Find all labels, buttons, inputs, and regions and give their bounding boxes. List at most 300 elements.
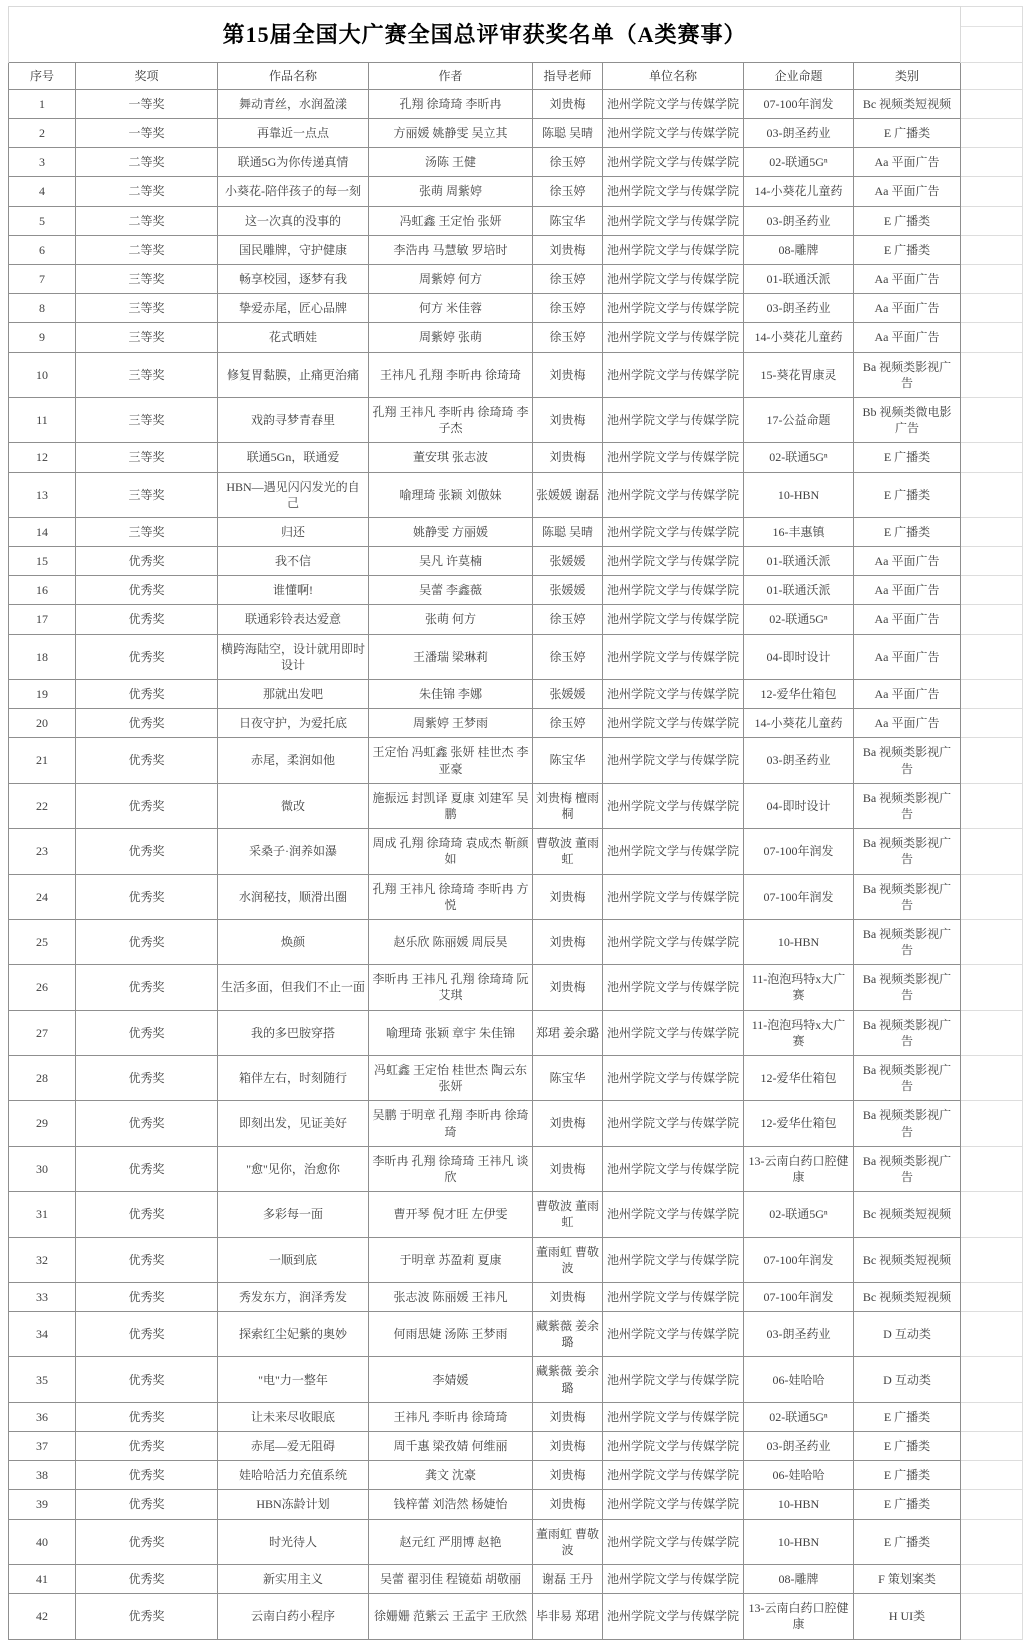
cell-category: F 策划案类 bbox=[854, 1564, 961, 1593]
cell-advisors: 徐玉婷 bbox=[533, 265, 603, 294]
cell-brief: 01-联通沃派 bbox=[744, 576, 854, 605]
cell-organization: 池州学院文学与传媒学院 bbox=[603, 235, 744, 264]
empty-gutter-cell bbox=[961, 1594, 1023, 1639]
cell-work-name: 即刻出发，见证美好 bbox=[218, 1101, 369, 1146]
cell-work-name: 日夜守护，为爱托底 bbox=[218, 709, 369, 738]
cell-organization: 池州学院文学与传媒学院 bbox=[603, 294, 744, 323]
cell-award: 二等奖 bbox=[76, 148, 218, 177]
cell-advisors: 徐玉婷 bbox=[533, 709, 603, 738]
cell-authors: 王定怡 冯虹鑫 张妍 桂世杰 李亚豪 bbox=[369, 738, 533, 783]
cell-advisors: 刘贵梅 bbox=[533, 1432, 603, 1461]
cell-award: 二等奖 bbox=[76, 177, 218, 206]
cell-award: 优秀奖 bbox=[76, 1402, 218, 1431]
cell-work-name: 秀发东方，润泽秀发 bbox=[218, 1282, 369, 1311]
cell-organization: 池州学院文学与传媒学院 bbox=[603, 1357, 744, 1402]
cell-award: 优秀奖 bbox=[76, 965, 218, 1010]
empty-gutter-cell bbox=[961, 472, 1023, 517]
cell-index: 8 bbox=[9, 294, 76, 323]
title-row bbox=[9, 7, 1023, 63]
cell-organization: 池州学院文学与传媒学院 bbox=[603, 1594, 744, 1639]
table-row bbox=[9, 1101, 1023, 1146]
cell-organization: 池州学院文学与传媒学院 bbox=[603, 634, 744, 679]
cell-index: 35 bbox=[9, 1357, 76, 1402]
cell-brief: 01-联通沃派 bbox=[744, 265, 854, 294]
empty-gutter-cell bbox=[961, 89, 1023, 118]
table-row bbox=[9, 1564, 1023, 1593]
cell-work-name: 水润秘技，顺滑出圈 bbox=[218, 874, 369, 919]
cell-organization: 池州学院文学与传媒学院 bbox=[603, 1432, 744, 1461]
cell-category: E 广播类 bbox=[854, 517, 961, 546]
cell-authors: 张志波 陈丽媛 王祎凡 bbox=[369, 1282, 533, 1311]
cell-brief: 07-100年润发 bbox=[744, 874, 854, 919]
cell-organization: 池州学院文学与传媒学院 bbox=[603, 89, 744, 118]
cell-advisors: 刘贵梅 bbox=[533, 1461, 603, 1490]
table-row bbox=[9, 680, 1023, 709]
cell-authors: 孔翔 徐琦琦 李昕冉 bbox=[369, 89, 533, 118]
cell-organization: 池州学院文学与传媒学院 bbox=[603, 177, 744, 206]
cell-authors: 喻理琦 张颖 刘傲妹 bbox=[369, 472, 533, 517]
empty-gutter-cell bbox=[961, 1192, 1023, 1237]
cell-index: 14 bbox=[9, 517, 76, 546]
cell-authors: 周紫婷 王梦雨 bbox=[369, 709, 533, 738]
cell-authors: 董安琪 张志波 bbox=[369, 443, 533, 472]
cell-work-name: 再靠近一点点 bbox=[218, 119, 369, 148]
cell-organization: 池州学院文学与传媒学院 bbox=[603, 1312, 744, 1357]
cell-advisors: 藏紫薇 姜余璐 bbox=[533, 1357, 603, 1402]
empty-gutter-cell bbox=[961, 119, 1023, 148]
cell-organization: 池州学院文学与传媒学院 bbox=[603, 1402, 744, 1431]
cell-category: Aa 平面广告 bbox=[854, 265, 961, 294]
cell-organization: 池州学院文学与传媒学院 bbox=[603, 323, 744, 352]
cell-advisors: 刘贵梅 bbox=[533, 352, 603, 397]
cell-work-name: "电"力一整年 bbox=[218, 1357, 369, 1402]
cell-award: 优秀奖 bbox=[76, 576, 218, 605]
cell-authors: 吴蕾 李鑫薇 bbox=[369, 576, 533, 605]
cell-award: 优秀奖 bbox=[76, 1357, 218, 1402]
cell-authors: 曹开琴 倪才旺 左伊雯 bbox=[369, 1192, 533, 1237]
cell-category: Aa 平面广告 bbox=[854, 294, 961, 323]
cell-authors: 吴凡 许莫楠 bbox=[369, 547, 533, 576]
cell-category: Ba 视频类影视广告 bbox=[854, 965, 961, 1010]
cell-category: E 广播类 bbox=[854, 1519, 961, 1564]
cell-brief: 03-朗圣药业 bbox=[744, 119, 854, 148]
header-row bbox=[9, 62, 1023, 89]
cell-award: 优秀奖 bbox=[76, 1594, 218, 1639]
empty-gutter-cell bbox=[961, 919, 1023, 964]
cell-category: Aa 平面广告 bbox=[854, 709, 961, 738]
cell-award: 优秀奖 bbox=[76, 547, 218, 576]
empty-gutter-cell bbox=[961, 1282, 1023, 1311]
cell-brief: 02-联通5Gⁿ bbox=[744, 1192, 854, 1237]
cell-category: Ba 视频类影视广告 bbox=[854, 874, 961, 919]
empty-gutter-cell bbox=[961, 1146, 1023, 1191]
cell-category: Bc 视频类短视频 bbox=[854, 1282, 961, 1311]
table-row bbox=[9, 1237, 1023, 1282]
table-row bbox=[9, 119, 1023, 148]
empty-gutter-cell bbox=[961, 7, 1023, 63]
cell-category: Ba 视频类影视广告 bbox=[854, 829, 961, 874]
cell-advisors: 徐玉婷 bbox=[533, 177, 603, 206]
cell-award: 优秀奖 bbox=[76, 1312, 218, 1357]
cell-category: Aa 平面广告 bbox=[854, 323, 961, 352]
cell-category: Aa 平面广告 bbox=[854, 547, 961, 576]
cell-authors: 钱梓蕾 刘浩然 杨婕怡 bbox=[369, 1490, 533, 1519]
cell-award: 优秀奖 bbox=[76, 919, 218, 964]
cell-brief: 03-朗圣药业 bbox=[744, 738, 854, 783]
cell-index: 2 bbox=[9, 119, 76, 148]
cell-work-name: 舞动青丝，水润盈漾 bbox=[218, 89, 369, 118]
table-row bbox=[9, 605, 1023, 634]
cell-work-name: 畅享校园，逐梦有我 bbox=[218, 265, 369, 294]
cell-award: 三等奖 bbox=[76, 265, 218, 294]
empty-gutter-cell bbox=[961, 352, 1023, 397]
table-row bbox=[9, 829, 1023, 874]
cell-index: 25 bbox=[9, 919, 76, 964]
cell-index: 30 bbox=[9, 1146, 76, 1191]
cell-work-name: 一顺到底 bbox=[218, 1237, 369, 1282]
cell-advisors: 曹敬波 董雨虹 bbox=[533, 1192, 603, 1237]
cell-organization: 池州学院文学与传媒学院 bbox=[603, 576, 744, 605]
cell-organization: 池州学院文学与传媒学院 bbox=[603, 443, 744, 472]
table-row bbox=[9, 1519, 1023, 1564]
cell-work-name: 挚爱赤尾，匠心品牌 bbox=[218, 294, 369, 323]
cell-brief: 01-联通沃派 bbox=[744, 547, 854, 576]
table-row bbox=[9, 1357, 1023, 1402]
cell-advisors: 张媛媛 bbox=[533, 680, 603, 709]
cell-index: 26 bbox=[9, 965, 76, 1010]
cell-authors: 冯虹鑫 王定怡 张妍 bbox=[369, 206, 533, 235]
cell-authors: 喻理琦 张颖 章宇 朱佳锦 bbox=[369, 1010, 533, 1055]
cell-brief: 03-朗圣药业 bbox=[744, 294, 854, 323]
cell-index: 12 bbox=[9, 443, 76, 472]
cell-advisors: 曹敬波 董雨虹 bbox=[533, 829, 603, 874]
table-row bbox=[9, 1146, 1023, 1191]
cell-award: 优秀奖 bbox=[76, 605, 218, 634]
page-title: 第15届全国大广赛全国总评审获奖名单（A类赛事） bbox=[9, 7, 961, 63]
cell-advisors: 刘贵梅 bbox=[533, 1146, 603, 1191]
cell-work-name: 横跨海陆空，设计就用即时设计 bbox=[218, 634, 369, 679]
empty-gutter-cell bbox=[961, 1461, 1023, 1490]
cell-index: 20 bbox=[9, 709, 76, 738]
table-row bbox=[9, 1432, 1023, 1461]
cell-advisors: 张媛媛 bbox=[533, 547, 603, 576]
cell-advisors: 陈聪 吴晴 bbox=[533, 517, 603, 546]
cell-index: 34 bbox=[9, 1312, 76, 1357]
table-row bbox=[9, 1192, 1023, 1237]
cell-authors: 王祎凡 孔翔 李昕冉 徐琦琦 bbox=[369, 352, 533, 397]
table-row bbox=[9, 206, 1023, 235]
cell-authors: 汤陈 王健 bbox=[369, 148, 533, 177]
cell-award: 优秀奖 bbox=[76, 783, 218, 828]
empty-gutter-cell bbox=[961, 235, 1023, 264]
empty-gutter-cell bbox=[961, 1402, 1023, 1431]
cell-brief: 14-小葵花儿童药 bbox=[744, 323, 854, 352]
table-row bbox=[9, 1594, 1023, 1639]
cell-authors: 周成 孔翔 徐琦琦 袁成杰 靳颜如 bbox=[369, 829, 533, 874]
cell-award: 优秀奖 bbox=[76, 1564, 218, 1593]
cell-advisors: 董雨虹 曹敬波 bbox=[533, 1519, 603, 1564]
cell-award: 优秀奖 bbox=[76, 1432, 218, 1461]
cell-work-name: HBN—遇见闪闪发光的自己 bbox=[218, 472, 369, 517]
empty-gutter-cell bbox=[961, 680, 1023, 709]
empty-gutter-cell bbox=[961, 323, 1023, 352]
cell-authors: 徐姗姗 范紫云 王孟宇 王欣然 bbox=[369, 1594, 533, 1639]
cell-index: 19 bbox=[9, 680, 76, 709]
cell-index: 21 bbox=[9, 738, 76, 783]
cell-category: Ba 视频类影视广告 bbox=[854, 1101, 961, 1146]
cell-authors: 龚文 沈豪 bbox=[369, 1461, 533, 1490]
cell-work-name: 小葵花-陪伴孩子的每一刻 bbox=[218, 177, 369, 206]
cell-brief: 03-朗圣药业 bbox=[744, 1312, 854, 1357]
cell-authors: 冯虹鑫 王定怡 桂世杰 陶云东 张妍 bbox=[369, 1056, 533, 1101]
empty-gutter-cell bbox=[961, 1056, 1023, 1101]
cell-authors: 周紫婷 何方 bbox=[369, 265, 533, 294]
cell-brief: 02-联通5Gⁿ bbox=[744, 443, 854, 472]
cell-advisors: 谢磊 王丹 bbox=[533, 1564, 603, 1593]
empty-gutter-cell bbox=[961, 294, 1023, 323]
cell-brief: 08-雕牌 bbox=[744, 1564, 854, 1593]
cell-work-name: 让未来尽收眼底 bbox=[218, 1402, 369, 1431]
table-row bbox=[9, 148, 1023, 177]
cell-index: 22 bbox=[9, 783, 76, 828]
cell-advisors: 徐玉婷 bbox=[533, 148, 603, 177]
cell-authors: 周紫婷 张萌 bbox=[369, 323, 533, 352]
empty-gutter-cell bbox=[961, 783, 1023, 828]
cell-authors: 何方 米佳蓉 bbox=[369, 294, 533, 323]
table-row bbox=[9, 235, 1023, 264]
cell-organization: 池州学院文学与传媒学院 bbox=[603, 680, 744, 709]
col-header-advisor: 指导老师 bbox=[533, 62, 603, 89]
cell-advisors: 徐玉婷 bbox=[533, 323, 603, 352]
cell-index: 32 bbox=[9, 1237, 76, 1282]
cell-index: 27 bbox=[9, 1010, 76, 1055]
cell-advisors: 刘贵梅 bbox=[533, 965, 603, 1010]
cell-authors: 吴鹏 于明章 孔翔 李昕冉 徐琦琦 bbox=[369, 1101, 533, 1146]
cell-advisors: 毕非易 郑珺 bbox=[533, 1594, 603, 1639]
table-row bbox=[9, 965, 1023, 1010]
cell-advisors: 刘贵梅 bbox=[533, 1101, 603, 1146]
cell-index: 28 bbox=[9, 1056, 76, 1101]
cell-category: E 广播类 bbox=[854, 443, 961, 472]
cell-award: 优秀奖 bbox=[76, 1056, 218, 1101]
cell-category: Ba 视频类影视广告 bbox=[854, 1010, 961, 1055]
cell-index: 9 bbox=[9, 323, 76, 352]
cell-advisors: 刘贵梅 bbox=[533, 89, 603, 118]
cell-award: 三等奖 bbox=[76, 472, 218, 517]
cell-brief: 14-小葵花儿童药 bbox=[744, 177, 854, 206]
col-header-category: 类别 bbox=[854, 62, 961, 89]
cell-award: 优秀奖 bbox=[76, 1237, 218, 1282]
cell-advisors: 刘贵梅 檀雨桐 bbox=[533, 783, 603, 828]
empty-gutter-cell bbox=[961, 206, 1023, 235]
cell-award: 三等奖 bbox=[76, 323, 218, 352]
cell-category: E 广播类 bbox=[854, 472, 961, 517]
cell-organization: 池州学院文学与传媒学院 bbox=[603, 1519, 744, 1564]
cell-authors: 施振远 封凯译 夏康 刘建军 吴鹏 bbox=[369, 783, 533, 828]
cell-work-name: 我的多巴胺穿搭 bbox=[218, 1010, 369, 1055]
empty-gutter-cell bbox=[961, 547, 1023, 576]
empty-gutter-cell bbox=[961, 738, 1023, 783]
cell-work-name: 联通5Gn，联通爱 bbox=[218, 443, 369, 472]
cell-brief: 10-HBN bbox=[744, 472, 854, 517]
cell-work-name: 我不信 bbox=[218, 547, 369, 576]
cell-work-name: 归还 bbox=[218, 517, 369, 546]
cell-index: 37 bbox=[9, 1432, 76, 1461]
cell-work-name: 联通彩铃表达爱意 bbox=[218, 605, 369, 634]
cell-organization: 池州学院文学与传媒学院 bbox=[603, 783, 744, 828]
col-header-author: 作者 bbox=[369, 62, 533, 89]
cell-index: 3 bbox=[9, 148, 76, 177]
cell-advisors: 徐玉婷 bbox=[533, 634, 603, 679]
cell-advisors: 刘贵梅 bbox=[533, 919, 603, 964]
cell-organization: 池州学院文学与传媒学院 bbox=[603, 1056, 744, 1101]
cell-category: E 广播类 bbox=[854, 119, 961, 148]
cell-authors: 张萌 周紫婷 bbox=[369, 177, 533, 206]
cell-index: 16 bbox=[9, 576, 76, 605]
cell-award: 三等奖 bbox=[76, 397, 218, 442]
cell-award: 优秀奖 bbox=[76, 1461, 218, 1490]
empty-gutter-cell bbox=[961, 709, 1023, 738]
cell-index: 6 bbox=[9, 235, 76, 264]
empty-gutter-cell bbox=[961, 1490, 1023, 1519]
table-row bbox=[9, 709, 1023, 738]
cell-index: 36 bbox=[9, 1402, 76, 1431]
cell-category: E 广播类 bbox=[854, 1432, 961, 1461]
cell-organization: 池州学院文学与传媒学院 bbox=[603, 874, 744, 919]
cell-brief: 15-葵花胃康灵 bbox=[744, 352, 854, 397]
table-row bbox=[9, 397, 1023, 442]
table-row bbox=[9, 1461, 1023, 1490]
empty-gutter-cell bbox=[961, 1432, 1023, 1461]
cell-brief: 07-100年润发 bbox=[744, 1282, 854, 1311]
cell-work-name: 花式晒娃 bbox=[218, 323, 369, 352]
cell-brief: 06-娃哈哈 bbox=[744, 1357, 854, 1402]
cell-index: 17 bbox=[9, 605, 76, 634]
cell-index: 7 bbox=[9, 265, 76, 294]
cell-index: 18 bbox=[9, 634, 76, 679]
cell-brief: 08-雕牌 bbox=[744, 235, 854, 264]
table-row bbox=[9, 634, 1023, 679]
cell-brief: 02-联通5Gⁿ bbox=[744, 605, 854, 634]
cell-brief: 10-HBN bbox=[744, 1519, 854, 1564]
cell-advisors: 董雨虹 曹敬波 bbox=[533, 1237, 603, 1282]
cell-organization: 池州学院文学与传媒学院 bbox=[603, 1192, 744, 1237]
empty-gutter-cell bbox=[961, 265, 1023, 294]
cell-index: 4 bbox=[9, 177, 76, 206]
cell-authors: 李昕冉 王祎凡 孔翔 徐琦琦 阮艾琪 bbox=[369, 965, 533, 1010]
cell-organization: 池州学院文学与传媒学院 bbox=[603, 119, 744, 148]
empty-gutter-cell bbox=[961, 177, 1023, 206]
empty-gutter-cell bbox=[961, 576, 1023, 605]
cell-work-name: 微改 bbox=[218, 783, 369, 828]
cell-work-name: 采桑子·润养如瀑 bbox=[218, 829, 369, 874]
cell-work-name: 时光待人 bbox=[218, 1519, 369, 1564]
cell-award: 优秀奖 bbox=[76, 1519, 218, 1564]
cell-brief: 12-爱华仕箱包 bbox=[744, 1056, 854, 1101]
cell-organization: 池州学院文学与传媒学院 bbox=[603, 1282, 744, 1311]
cell-index: 38 bbox=[9, 1461, 76, 1490]
empty-gutter-cell bbox=[961, 1010, 1023, 1055]
cell-index: 24 bbox=[9, 874, 76, 919]
cell-authors: 周千惠 梁孜婧 何维丽 bbox=[369, 1432, 533, 1461]
table-row bbox=[9, 517, 1023, 546]
cell-category: Aa 平面广告 bbox=[854, 634, 961, 679]
empty-gutter-cell bbox=[961, 829, 1023, 874]
table-row bbox=[9, 1282, 1023, 1311]
cell-work-name: 探索红尘妃紫的奥妙 bbox=[218, 1312, 369, 1357]
cell-category: Ba 视频类影视广告 bbox=[854, 352, 961, 397]
col-header-brief: 企业命题 bbox=[744, 62, 854, 89]
cell-award: 优秀奖 bbox=[76, 634, 218, 679]
empty-gutter-cell bbox=[961, 1101, 1023, 1146]
cell-authors: 李婧媛 bbox=[369, 1357, 533, 1402]
cell-category: Aa 平面广告 bbox=[854, 680, 961, 709]
empty-gutter-cell bbox=[961, 62, 1023, 89]
cell-organization: 池州学院文学与传媒学院 bbox=[603, 206, 744, 235]
col-header-organization: 单位名称 bbox=[603, 62, 744, 89]
cell-award: 优秀奖 bbox=[76, 738, 218, 783]
cell-advisors: 刘贵梅 bbox=[533, 1402, 603, 1431]
cell-brief: 03-朗圣药业 bbox=[744, 1432, 854, 1461]
cell-organization: 池州学院文学与传媒学院 bbox=[603, 1490, 744, 1519]
cell-award: 三等奖 bbox=[76, 443, 218, 472]
cell-award: 优秀奖 bbox=[76, 1101, 218, 1146]
cell-brief: 07-100年润发 bbox=[744, 829, 854, 874]
cell-organization: 池州学院文学与传媒学院 bbox=[603, 517, 744, 546]
cell-category: Aa 平面广告 bbox=[854, 148, 961, 177]
cell-brief: 03-朗圣药业 bbox=[744, 206, 854, 235]
cell-organization: 池州学院文学与传媒学院 bbox=[603, 472, 744, 517]
cell-award: 优秀奖 bbox=[76, 1282, 218, 1311]
col-header-work-name: 作品名称 bbox=[218, 62, 369, 89]
cell-index: 29 bbox=[9, 1101, 76, 1146]
cell-award: 优秀奖 bbox=[76, 874, 218, 919]
cell-organization: 池州学院文学与传媒学院 bbox=[603, 709, 744, 738]
cell-advisors: 刘贵梅 bbox=[533, 1282, 603, 1311]
cell-authors: 方丽媛 姚静雯 吴立其 bbox=[369, 119, 533, 148]
table-row bbox=[9, 874, 1023, 919]
cell-award: 三等奖 bbox=[76, 294, 218, 323]
cell-index: 11 bbox=[9, 397, 76, 442]
table-row bbox=[9, 89, 1023, 118]
cell-work-name: 那就出发吧 bbox=[218, 680, 369, 709]
cell-work-name: 赤尾，柔润如他 bbox=[218, 738, 369, 783]
cell-award: 优秀奖 bbox=[76, 1010, 218, 1055]
cell-authors: 张萌 何方 bbox=[369, 605, 533, 634]
cell-index: 1 bbox=[9, 89, 76, 118]
cell-work-name: 箱伴左右，时刻随行 bbox=[218, 1056, 369, 1101]
table-row bbox=[9, 323, 1023, 352]
cell-brief: 06-娃哈哈 bbox=[744, 1461, 854, 1490]
cell-authors: 朱佳锦 李娜 bbox=[369, 680, 533, 709]
cell-authors: 王潘瑞 梁琳莉 bbox=[369, 634, 533, 679]
cell-index: 31 bbox=[9, 1192, 76, 1237]
cell-organization: 池州学院文学与传媒学院 bbox=[603, 829, 744, 874]
cell-work-name: 新实用主义 bbox=[218, 1564, 369, 1593]
cell-advisors: 刘贵梅 bbox=[533, 443, 603, 472]
cell-advisors: 刘贵梅 bbox=[533, 235, 603, 264]
cell-category: Ba 视频类影视广告 bbox=[854, 783, 961, 828]
empty-gutter-cell bbox=[961, 874, 1023, 919]
cell-award: 一等奖 bbox=[76, 119, 218, 148]
cell-brief: 12-爱华仕箱包 bbox=[744, 1101, 854, 1146]
cell-work-name: 这一次真的没事的 bbox=[218, 206, 369, 235]
empty-gutter-cell bbox=[961, 443, 1023, 472]
cell-brief: 11-泡泡玛特x大广赛 bbox=[744, 1010, 854, 1055]
cell-authors: 孔翔 王祎凡 徐琦琦 李昕冉 方悦 bbox=[369, 874, 533, 919]
cell-organization: 池州学院文学与传媒学院 bbox=[603, 397, 744, 442]
empty-gutter-cell bbox=[961, 397, 1023, 442]
